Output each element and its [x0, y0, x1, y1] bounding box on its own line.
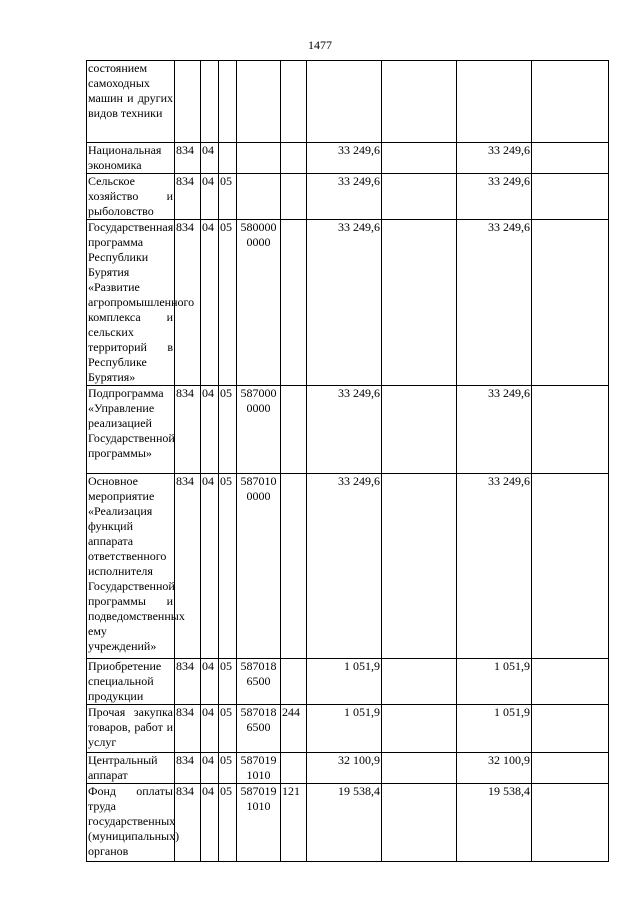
- row-expense-type: [281, 784, 307, 862]
- row-amount-4: [532, 220, 609, 386]
- row-amount-3-text: 33 249,6: [488, 220, 530, 234]
- row-subsection-code: [219, 143, 237, 174]
- row-subsection-code: [219, 659, 237, 705]
- row-amount-3: [457, 753, 532, 784]
- row-amount-1-text: 33 249,6: [338, 474, 380, 488]
- row-amount-4: [532, 143, 609, 174]
- row-name-text: Сельское хозяйство и рыболовство: [88, 174, 173, 218]
- row-subsection-code: [219, 61, 237, 143]
- row-name: [87, 753, 175, 784]
- row-subsection-code-text: 05: [220, 784, 232, 798]
- row-amount-2: [382, 784, 457, 862]
- row-subsection-code: [219, 174, 237, 220]
- row-amount-2: [382, 174, 457, 220]
- row-section-code-text: 04: [202, 220, 214, 234]
- row-amount-1-text: 33 249,6: [338, 174, 380, 188]
- row-expense-type-text: 244: [282, 705, 300, 719]
- row-target-article-text: 587010 0000: [240, 474, 277, 503]
- row-ved-code-text: 834: [176, 705, 194, 719]
- row-ved-code-text: 834: [176, 174, 194, 188]
- row-amount-1: [307, 143, 382, 174]
- row-name-text: Фонд оплаты труда государственных (муниципальных) органов: [88, 784, 180, 858]
- row-ved-code-text: 834: [176, 784, 194, 798]
- row-target-article: [237, 474, 281, 659]
- row-target-article: [237, 753, 281, 784]
- row-target-article-text: 587018 6500: [240, 659, 277, 688]
- row-ved-code-text: 834: [176, 753, 194, 767]
- row-section-code-text: 04: [202, 753, 214, 767]
- row-subsection-code-text: 05: [220, 220, 232, 234]
- row-section-code: [201, 659, 219, 705]
- row-subsection-code: [219, 386, 237, 474]
- row-subsection-code: [219, 753, 237, 784]
- table-row: [87, 659, 609, 705]
- row-ved-code-text: 834: [176, 143, 194, 157]
- row-amount-3: [457, 784, 532, 862]
- row-subsection-code: [219, 474, 237, 659]
- row-target-article: [237, 705, 281, 753]
- row-target-article: [237, 386, 281, 474]
- row-ved-code-text: 834: [176, 220, 194, 234]
- row-subsection-code-text: 05: [220, 753, 232, 767]
- row-amount-4: [532, 784, 609, 862]
- row-subsection-code-text: 05: [220, 174, 232, 188]
- table-row: [87, 220, 609, 386]
- row-name-text: Государственная программа Республики Бурятия «Развитие агропромышленного комплекса и сельских территорий в Республике Бурятия»: [88, 220, 195, 384]
- row-amount-1-text: 1 051,9: [344, 705, 380, 719]
- row-ved-code: [175, 474, 201, 659]
- row-target-article-text: 587019 1010: [240, 784, 277, 813]
- row-target-article: [237, 784, 281, 862]
- table-row: [87, 386, 609, 474]
- row-ved-code: [175, 174, 201, 220]
- row-target-article: [237, 143, 281, 174]
- row-amount-3: [457, 174, 532, 220]
- row-amount-3-text: 1 051,9: [494, 659, 530, 673]
- row-section-code: [201, 174, 219, 220]
- row-amount-1-text: 33 249,6: [338, 386, 380, 400]
- row-section-code: [201, 784, 219, 862]
- row-amount-3-text: 32 100,9: [488, 753, 530, 767]
- row-section-code-text: 04: [202, 705, 214, 719]
- row-target-article: [237, 174, 281, 220]
- row-ved-code: [175, 705, 201, 753]
- row-section-code: [201, 386, 219, 474]
- row-amount-3-text: 33 249,6: [488, 143, 530, 157]
- table-row: [87, 705, 609, 753]
- row-amount-4: [532, 174, 609, 220]
- row-section-code-text: 04: [202, 143, 214, 157]
- row-name-text: Национальная экономика: [88, 143, 162, 172]
- row-amount-1: [307, 386, 382, 474]
- row-subsection-code: [219, 705, 237, 753]
- row-name: [87, 659, 175, 705]
- row-section-code: [201, 474, 219, 659]
- row-section-code: [201, 220, 219, 386]
- row-amount-3: [457, 659, 532, 705]
- row-ved-code-text: 834: [176, 474, 194, 488]
- row-amount-3-text: 33 249,6: [488, 474, 530, 488]
- row-amount-4: [532, 705, 609, 753]
- row-amount-3: [457, 474, 532, 659]
- row-amount-2: [382, 61, 457, 143]
- table-row: [87, 143, 609, 174]
- row-section-code-text: 04: [202, 784, 214, 798]
- row-amount-2: [382, 659, 457, 705]
- row-target-article: [237, 220, 281, 386]
- row-expense-type-text: 121: [282, 784, 300, 798]
- row-subsection-code-text: 05: [220, 659, 232, 673]
- row-amount-4: [532, 61, 609, 143]
- row-expense-type: [281, 705, 307, 753]
- row-ved-code: [175, 143, 201, 174]
- row-amount-3: [457, 61, 532, 143]
- row-expense-type: [281, 386, 307, 474]
- row-target-article-text: 580000 0000: [240, 220, 277, 249]
- row-name-text: Прочая закупка товаров, работ и услуг: [88, 705, 173, 749]
- row-ved-code: [175, 61, 201, 143]
- row-amount-4: [532, 753, 609, 784]
- row-subsection-code-text: 05: [220, 386, 232, 400]
- row-section-code: [201, 753, 219, 784]
- row-ved-code: [175, 659, 201, 705]
- row-amount-1: [307, 220, 382, 386]
- row-amount-1-text: 1 051,9: [344, 659, 380, 673]
- row-name-text: состоянием самоходных машин и других видов техники: [88, 61, 173, 120]
- row-expense-type: [281, 753, 307, 784]
- row-section-code-text: 04: [202, 386, 214, 400]
- row-amount-1-text: 19 538,4: [338, 784, 380, 798]
- row-section-code-text: 04: [202, 659, 214, 673]
- row-ved-code: [175, 784, 201, 862]
- row-expense-type: [281, 143, 307, 174]
- table-row: [87, 174, 609, 220]
- row-name-text: Подпрограмма «Управление реализацией Государственной программы»: [88, 386, 175, 460]
- table-row: [87, 474, 609, 659]
- row-ved-code: [175, 386, 201, 474]
- row-expense-type: [281, 61, 307, 143]
- row-amount-1: [307, 474, 382, 659]
- row-amount-4: [532, 659, 609, 705]
- row-ved-code-text: 834: [176, 386, 194, 400]
- table-row: [87, 61, 609, 143]
- row-amount-2: [382, 753, 457, 784]
- table-row: [87, 784, 609, 862]
- table-row: [87, 753, 609, 784]
- row-amount-4: [532, 386, 609, 474]
- row-name: [87, 174, 175, 220]
- row-amount-3: [457, 386, 532, 474]
- row-target-article-text: 587018 6500: [240, 705, 277, 734]
- row-amount-2: [382, 143, 457, 174]
- row-amount-3-text: 33 249,6: [488, 386, 530, 400]
- row-expense-type: [281, 474, 307, 659]
- row-subsection-code-text: 05: [220, 474, 232, 488]
- row-name: [87, 143, 175, 174]
- row-target-article-text: 587000 0000: [240, 386, 277, 415]
- row-name: [87, 784, 180, 862]
- row-amount-3: [457, 220, 532, 386]
- row-section-code-text: 04: [202, 474, 214, 488]
- row-amount-1: [307, 61, 382, 143]
- row-subsection-code-text: 05: [220, 705, 232, 719]
- row-amount-1: [307, 784, 382, 862]
- row-target-article: [237, 659, 281, 705]
- row-expense-type: [281, 174, 307, 220]
- row-amount-1: [307, 705, 382, 753]
- row-expense-type: [281, 659, 307, 705]
- row-name-text: Центральный аппарат: [88, 753, 158, 782]
- row-amount-2: [382, 474, 457, 659]
- row-amount-2: [382, 386, 457, 474]
- row-section-code-text: 04: [202, 174, 214, 188]
- page-number: 1477: [308, 38, 332, 52]
- row-name-text: Основное мероприятие «Реализация функций аппарата ответственного исполнителя Государственной программы и подведомственных ему учреждений»: [88, 474, 185, 653]
- row-amount-3-text: 19 538,4: [488, 784, 530, 798]
- row-amount-4: [532, 474, 609, 659]
- row-amount-1: [307, 753, 382, 784]
- row-amount-1-text: 33 249,6: [338, 143, 380, 157]
- row-amount-3-text: 33 249,6: [488, 174, 530, 188]
- row-ved-code: [175, 753, 201, 784]
- row-amount-1-text: 33 249,6: [338, 220, 380, 234]
- row-name-text: Приобретение специальной продукции: [88, 659, 162, 703]
- row-amount-3: [457, 143, 532, 174]
- row-subsection-code: [219, 784, 237, 862]
- row-ved-code-text: 834: [176, 659, 194, 673]
- row-name: [87, 386, 175, 474]
- row-name: [87, 61, 175, 143]
- row-amount-1-text: 32 100,9: [338, 753, 380, 767]
- row-expense-type: [281, 220, 307, 386]
- row-target-article-text: 587019 1010: [240, 753, 277, 782]
- row-section-code: [201, 705, 219, 753]
- row-amount-1: [307, 659, 382, 705]
- row-subsection-code: [219, 220, 237, 386]
- row-section-code: [201, 61, 219, 143]
- budget-table: [86, 60, 609, 862]
- row-target-article: [237, 61, 281, 143]
- row-amount-3-text: 1 051,9: [494, 705, 530, 719]
- row-amount-2: [382, 705, 457, 753]
- row-name: [87, 705, 175, 753]
- row-amount-2: [382, 220, 457, 386]
- row-section-code: [201, 143, 219, 174]
- row-amount-1: [307, 174, 382, 220]
- row-amount-3: [457, 705, 532, 753]
